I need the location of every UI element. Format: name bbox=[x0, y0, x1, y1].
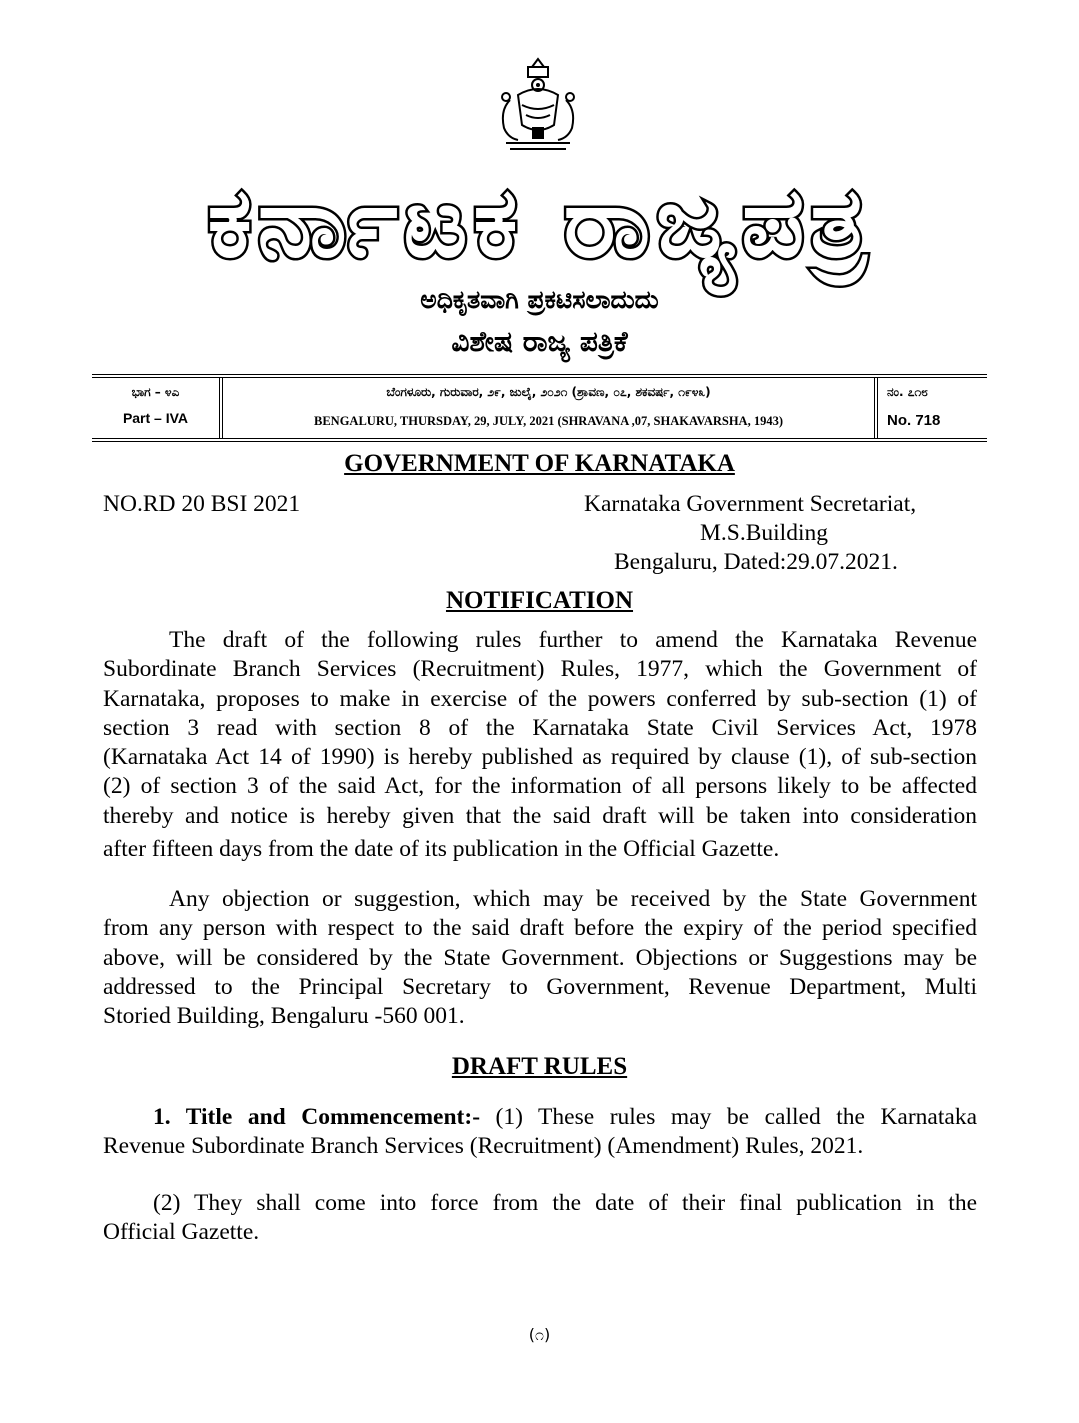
notification-paragraph-1 bbox=[103, 626, 977, 864]
state-emblem-icon bbox=[488, 55, 588, 160]
paragraph-line: addressed to the Principal Secretary to Government, Revenue Department, Multi bbox=[103, 973, 977, 1000]
reference-number: NO.RD 20 BSI 2021 bbox=[103, 491, 301, 517]
masthead-subtitle-1: ಅಧಿಕೃತವಾಗಿ ಪ್ರಕಟಿಸಲಾದುದು bbox=[420, 285, 659, 314]
part-english: Part – IVA bbox=[122, 410, 189, 426]
paragraph-line: Subordinate Branch Services (Recruitment) Rules, 1977, which the Government of bbox=[103, 656, 977, 683]
notification-paragraph-2 bbox=[103, 885, 977, 1031]
part-cell bbox=[92, 378, 223, 438]
notification-heading: NOTIFICATION bbox=[445, 587, 634, 614]
rule-1 bbox=[103, 1103, 977, 1162]
rule-2-line-2: Official Gazette. bbox=[103, 1219, 260, 1246]
paragraph-line: section 3 read with section 8 of the Karnataka State Civil Services Act, 1978 bbox=[103, 714, 977, 741]
masthead-title: ಕರ್ನಾಟಕ ರಾಜ್ಯಪತ್ರ bbox=[207, 165, 873, 280]
part-kannada: ಭಾಗ – ೪ಎ bbox=[131, 385, 180, 399]
rule-1-text: (1) These rules may be called the Karnataka bbox=[480, 1104, 977, 1130]
paragraph-line: after fifteen days from the date of its publication in the Official Gazette. bbox=[103, 836, 780, 863]
date-kannada: ಬೆಂಗಳೂರು, ಗುರುವಾರ, ೨೯, ಜುಲೈ, ೨೦೨೧ (ಶ್ರಾವಣ, ೦೭, ಶಕವರ್ಷ, ೧೯೪೩) bbox=[386, 385, 711, 399]
rule-1-line-1 bbox=[103, 1103, 977, 1132]
rule-2-line-1: (2) They shall come into force from the date of their final publication in the bbox=[153, 1190, 977, 1216]
paragraph-line: Storied Building, Bengaluru -560 001. bbox=[103, 1003, 465, 1030]
number-kannada: ನಂ. ೭೧೮ bbox=[887, 385, 928, 399]
issue-header bbox=[92, 374, 987, 442]
government-heading: GOVERNMENT OF KARNATAKA bbox=[344, 450, 735, 477]
paragraph-line: from any person with respect to the said draft before the expiry of the period specified bbox=[103, 915, 977, 942]
draft-rules-heading: DRAFT RULES bbox=[451, 1053, 628, 1080]
address-line-1: Karnataka Government Secretariat, bbox=[584, 491, 917, 517]
rule-1-label: 1. Title and Commencement:- bbox=[153, 1104, 481, 1130]
page-number: (೧) bbox=[528, 1325, 551, 1344]
paragraph-line: Any objection or suggestion, which may be received by the State Government bbox=[169, 886, 977, 912]
paragraph-line: thereby and notice is hereby given that the said draft will be taken into consideration bbox=[103, 802, 977, 829]
paragraph-line: (Karnataka Act 14 of 1990) is hereby published as required by clause (1), of sub-section bbox=[103, 744, 977, 771]
paragraph-line: (2) of section 3 of the said Act, for the information of all persons likely to be affected bbox=[103, 773, 977, 800]
address-line-2: M.S.Building bbox=[700, 520, 828, 546]
paragraph-line: above, will be considered by the State Government. Objections or Suggestions may be bbox=[103, 944, 977, 971]
masthead-subtitle-2: ವಿಶೇಷ ರಾಜ್ಯ ಪತ್ರಿಕೆ bbox=[451, 325, 628, 358]
paragraph-line: The draft of the following rules further to amend the Karnataka Revenue bbox=[169, 627, 977, 653]
rule-1-line-2: Revenue Subordinate Branch Services (Recruitment) (Amendment) Rules, 2021. bbox=[103, 1133, 864, 1160]
number-english: No. 718 bbox=[887, 412, 941, 429]
address-line-3: Bengaluru, Dated:29.07.2021. bbox=[614, 549, 898, 575]
rule-2 bbox=[103, 1189, 977, 1248]
number-cell bbox=[881, 378, 987, 438]
paragraph-line: Karnataka, proposes to make in exercise of the powers conferred by sub-section (1) of bbox=[103, 685, 977, 712]
date-english: BENGALURU, THURSDAY, 29, JULY, 2021 (SHRAVANA ,07, SHAKAVARSHA, 1943) bbox=[314, 414, 783, 428]
date-cell bbox=[223, 378, 878, 438]
